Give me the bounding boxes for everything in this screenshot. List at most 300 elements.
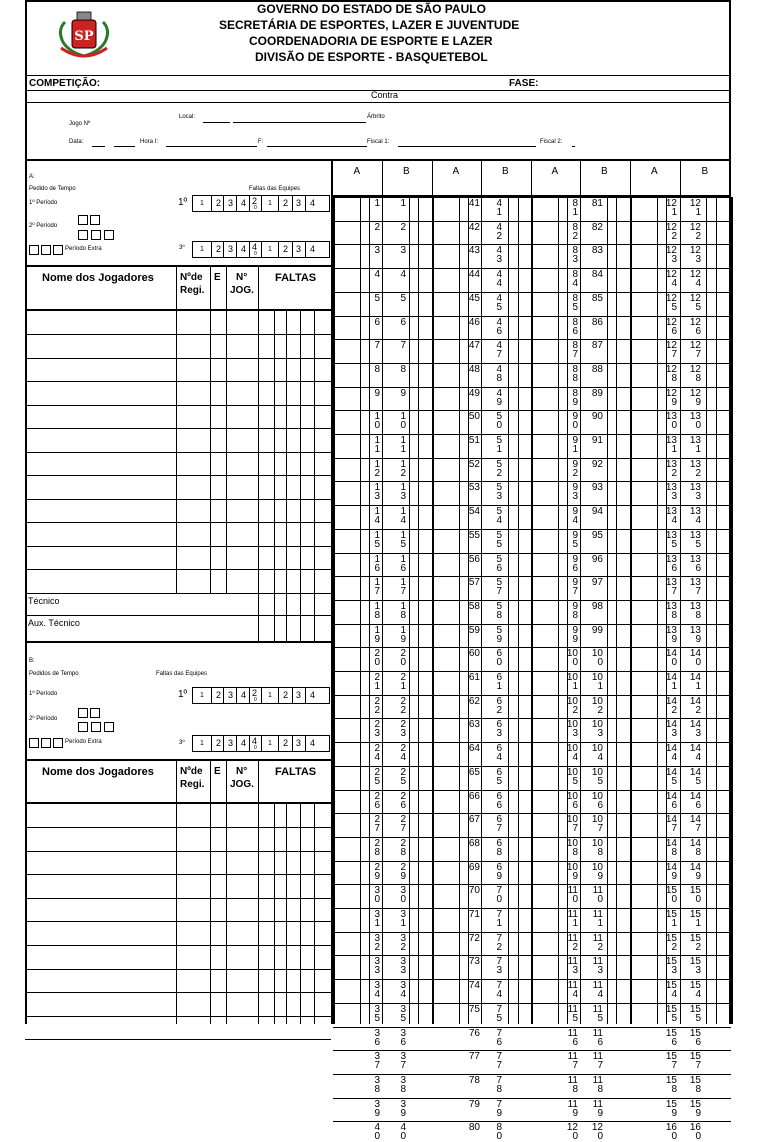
score-number: 4 3 (496, 245, 502, 265)
score-number: 3 5 (400, 1004, 406, 1024)
score-number: 8 4 (572, 269, 578, 289)
score-grid-col-rule (508, 197, 509, 1024)
score-number: 79 (468, 1099, 480, 1110)
score-number: 12 6 (665, 317, 677, 337)
score-number: 4 4 (496, 269, 502, 289)
score-number: 12 2 (689, 222, 701, 242)
score-number: 2 5 (374, 767, 380, 787)
score-number: 4 1 (496, 198, 502, 218)
staff-col-rule (274, 593, 275, 641)
score-number: 2 6 (374, 791, 380, 811)
header-col-rule (258, 266, 259, 310)
score-number: 14 0 (689, 648, 701, 668)
header-col-rule (226, 760, 227, 803)
score-number: 12 3 (689, 245, 701, 265)
score-number: 97 (591, 577, 603, 588)
header-line-2: SECRETÁRIA DE ESPORTES, LAZER E JUVENTUDE (219, 18, 520, 32)
score-number: 9 (400, 388, 406, 399)
team-b-pedido: Pedidos de Tempo (29, 671, 79, 677)
score-grid-col-rule (531, 197, 533, 1024)
score-number: 1 5 (374, 530, 380, 550)
score-number: 8 3 (572, 245, 578, 265)
score-number: 5 8 (496, 601, 502, 621)
score-number: 87 (591, 340, 603, 351)
score-number: 53 (468, 482, 480, 493)
score-number: 11 3 (567, 956, 578, 976)
score-number: 5 4 (496, 506, 502, 526)
score-number: 10 7 (591, 814, 603, 834)
score-number: 7 5 (496, 1004, 502, 1024)
score-number: 15 0 (689, 885, 701, 905)
team-a-reg-header-2: Regi. (180, 285, 205, 296)
score-number: 13 4 (689, 506, 701, 526)
score-number: 10 1 (566, 672, 578, 692)
score-number: 66 (468, 791, 480, 802)
score-number: 15 6 (665, 1028, 677, 1048)
score-number: 44 (468, 269, 480, 280)
score-number: 3 (400, 245, 406, 256)
score-grid-row-rule (333, 1027, 731, 1028)
score-number: 14 3 (665, 719, 677, 739)
score-number: 10 6 (566, 791, 578, 811)
score-number: 3 6 (400, 1028, 406, 1048)
score-header-rule (382, 161, 383, 196)
score-number: 13 7 (689, 577, 701, 597)
score-number: 4 0 (400, 1122, 406, 1142)
arbitro-label: Árbrito (367, 114, 385, 120)
score-number: 6 6 (496, 791, 502, 811)
score-number: 11 9 (592, 1099, 603, 1119)
score-number: 1 5 (400, 530, 406, 550)
score-number: 62 (468, 696, 480, 707)
score-number: 13 2 (689, 459, 701, 479)
score-number: 12 2 (665, 222, 677, 242)
score-number: 8 2 (572, 222, 578, 242)
score-grid-col-rule (580, 197, 581, 1024)
score-number: 43 (468, 245, 480, 256)
score-number: 6 0 (496, 648, 502, 668)
player-table-col-rule (258, 803, 259, 1024)
score-number: 3 (374, 245, 380, 256)
score-number: 10 5 (566, 767, 578, 787)
score-number: 10 2 (591, 696, 603, 716)
score-grid-col-rule (616, 197, 617, 1024)
score-number: 8 1 (572, 198, 578, 218)
score-number: 2 3 (374, 719, 380, 739)
player-table-col-rule (300, 803, 301, 1024)
score-number: 2 6 (400, 791, 406, 811)
score-number: 11 1 (592, 909, 603, 929)
score-number: 11 2 (592, 933, 603, 953)
score-number: 3 3 (400, 956, 406, 976)
team-b-label: B: (29, 658, 35, 664)
score-number: 88 (591, 364, 603, 375)
team-a-p2: 2º Período (29, 223, 58, 229)
score-number: 13 9 (689, 625, 701, 645)
score-number: 7 8 (496, 1075, 502, 1095)
score-number: 15 5 (665, 1004, 677, 1024)
player-table-row-rule (25, 827, 331, 828)
score-number: 6 8 (496, 838, 502, 858)
player-table-row-rule (25, 452, 331, 453)
score-number: 10 9 (566, 862, 578, 882)
score-number: 10 4 (591, 743, 603, 763)
score-number: 15 3 (689, 956, 701, 976)
score-number: 68 (468, 838, 480, 849)
score-number: 14 7 (689, 814, 701, 834)
score-number: 58 (468, 601, 480, 612)
staff-col-rule (300, 593, 301, 641)
score-number: 1 9 (400, 625, 406, 645)
score-number: 2 4 (400, 743, 406, 763)
score-number: 14 7 (665, 814, 677, 834)
score-number: 5 6 (496, 554, 502, 574)
score-number: 75 (468, 1004, 480, 1015)
score-col-header: A (452, 166, 460, 177)
score-number: 50 (468, 411, 480, 422)
score-number: 8 5 (572, 293, 578, 313)
player-table-col-rule (176, 803, 177, 1024)
score-number: 99 (591, 625, 603, 636)
score-number: 14 8 (689, 838, 701, 858)
score-number: 15 7 (665, 1051, 677, 1071)
score-number: 2 (374, 222, 380, 233)
score-grid-col-rule (409, 197, 410, 1024)
score-number: 11 0 (592, 885, 603, 905)
score-grid-col-rule (558, 197, 559, 1024)
score-number: 10 8 (566, 838, 578, 858)
score-number: 1 4 (400, 506, 406, 526)
score-number: 9 7 (572, 577, 578, 597)
score-number: 2 5 (400, 767, 406, 787)
score-number: 8 6 (572, 317, 578, 337)
score-number: 15 3 (665, 956, 677, 976)
score-number: 5 9 (496, 625, 502, 645)
score-number: 2 3 (400, 719, 406, 739)
score-number: 7 9 (496, 1099, 502, 1119)
score-number: 9 4 (572, 506, 578, 526)
score-number: 13 5 (665, 530, 677, 550)
score-number: 3 1 (400, 909, 406, 929)
player-table-row-rule (25, 405, 331, 406)
score-number: 14 9 (689, 862, 701, 882)
score-number: 4 7 (496, 340, 502, 360)
score-number: 9 6 (572, 554, 578, 574)
score-number: 4 8 (496, 364, 502, 384)
score-number: 11 6 (592, 1028, 603, 1048)
score-number: 11 3 (592, 956, 603, 976)
score-number: 6 9 (496, 862, 502, 882)
score-grid-col-rule (731, 197, 733, 1024)
score-number: 11 0 (567, 885, 578, 905)
score-number: 12 1 (689, 198, 701, 218)
score-number: 11 6 (567, 1028, 578, 1048)
score-number: 15 7 (689, 1051, 701, 1071)
score-number: 15 1 (689, 909, 701, 929)
score-number: 7 3 (496, 956, 502, 976)
team-a-e-header: E (214, 272, 221, 283)
team-b-reg-header-2: Regi. (180, 779, 205, 790)
score-number: 8 8 (572, 364, 578, 384)
score-number: 85 (591, 293, 603, 304)
score-number: 55 (468, 530, 480, 541)
score-grid-row-rule (333, 1074, 731, 1075)
team-b-faltas: Faltas das Equipes (156, 671, 208, 677)
score-number: 10 0 (591, 648, 603, 668)
score-number: 11 5 (592, 1004, 603, 1024)
score-header-rule (531, 161, 532, 196)
score-number: 13 0 (665, 411, 677, 431)
score-header-rule (630, 161, 631, 196)
player-table-row-rule (25, 945, 331, 946)
score-number: 4 6 (496, 317, 502, 337)
score-number: 12 1 (665, 198, 677, 218)
score-grid-row-rule (333, 1121, 731, 1122)
score-number: 12 5 (665, 293, 677, 313)
team-a-jog-header-1: N° (236, 272, 248, 283)
team-a-q1: 1º (178, 197, 188, 208)
score-number: 2 2 (374, 696, 380, 716)
score-number: 3 9 (400, 1099, 406, 1119)
score-number: 5 0 (496, 411, 502, 431)
score-number: 14 1 (689, 672, 701, 692)
score-number: 6 4 (496, 743, 502, 763)
score-grid-row-rule (333, 1050, 731, 1051)
score-number: 2 2 (400, 696, 406, 716)
score-number: 48 (468, 364, 480, 375)
player-table-row-rule (25, 1016, 331, 1017)
score-grid-col-rule (607, 197, 608, 1024)
team-b-q1: 1º (178, 689, 188, 700)
score-number: 10 4 (566, 743, 578, 763)
staff-col-rule (286, 593, 287, 641)
score-number: 14 8 (665, 838, 677, 858)
score-number: 3 9 (374, 1099, 380, 1119)
score-number: 14 4 (689, 743, 701, 763)
score-grid-col-rule (518, 197, 519, 1024)
score-number: 42 (468, 222, 480, 233)
score-number: 6 1 (496, 672, 502, 692)
score-grid-col-rule (418, 197, 419, 1024)
score-number: 1 3 (400, 482, 406, 502)
score-number: 12 4 (665, 269, 677, 289)
sp-coat-of-arms-logo (55, 8, 113, 60)
score-number: 5 1 (496, 435, 502, 455)
score-number: 56 (468, 554, 480, 565)
score-number: 11 4 (592, 980, 603, 1000)
score-number: 7 7 (496, 1051, 502, 1071)
score-number: 3 2 (374, 933, 380, 953)
score-number: 13 5 (689, 530, 701, 550)
score-grid-col-rule (459, 197, 460, 1024)
score-number: 9 3 (572, 482, 578, 502)
score-number: 45 (468, 293, 480, 304)
score-number: 8 0 (496, 1122, 502, 1142)
score-number: 15 8 (689, 1075, 701, 1095)
header-col-rule (176, 760, 177, 803)
score-number: 10 2 (566, 696, 578, 716)
score-grid-col-rule (382, 197, 383, 1024)
score-number: 12 0 (566, 1122, 578, 1142)
contra-label: Contra (371, 90, 399, 100)
score-number: 14 5 (689, 767, 701, 787)
fase-label: FASE: (509, 78, 539, 89)
score-number: 14 2 (689, 696, 701, 716)
score-number: 12 8 (689, 364, 701, 384)
header-line-1: GOVERNO DO ESTADO DE SÃO PAULO (257, 2, 486, 16)
score-number: 15 6 (689, 1028, 701, 1048)
score-number: 2 7 (400, 814, 406, 834)
score-number: 91 (591, 435, 603, 446)
score-number: 2 4 (374, 743, 380, 763)
score-col-header: A (551, 166, 559, 177)
score-number: 6 (374, 317, 380, 328)
score-number: 1 (374, 198, 380, 209)
score-number: 15 2 (689, 933, 701, 953)
player-table-row-rule (25, 546, 331, 547)
team-b-faltas-header: FALTAS (275, 766, 317, 778)
score-number: 2 9 (374, 862, 380, 882)
score-number: 1 8 (374, 601, 380, 621)
score-number: 10 1 (591, 672, 603, 692)
team-b-nome-header: Nome dos Jogadores (42, 766, 154, 778)
score-number: 10 5 (591, 767, 603, 787)
team-a-faltas: Faltas das Equipes (249, 186, 301, 192)
score-number: 60 (468, 648, 480, 659)
score-number: 5 5 (496, 530, 502, 550)
score-number: 41 (468, 198, 480, 209)
score-number: 12 3 (665, 245, 677, 265)
score-number: 14 1 (665, 672, 677, 692)
score-number: 11 5 (567, 1004, 578, 1024)
score-number: 86 (591, 317, 603, 328)
team-b-q3: 3º (179, 740, 185, 746)
staff-col-rule (258, 593, 259, 641)
team-a-faltas-header: FALTAS (275, 272, 317, 284)
score-grid-col-rule (680, 197, 681, 1024)
header-col-rule (210, 760, 211, 803)
score-number: 47 (468, 340, 480, 351)
player-table-row-rule (25, 428, 331, 429)
player-table-row-rule (25, 992, 331, 993)
score-number: 3 8 (374, 1075, 380, 1095)
header-col-rule (210, 266, 211, 310)
score-number: 74 (468, 980, 480, 991)
score-number: 13 6 (665, 554, 677, 574)
score-number: 80 (468, 1122, 480, 1133)
score-number: 1 9 (374, 625, 380, 645)
score-number: 14 2 (665, 696, 677, 716)
score-number: 90 (591, 411, 603, 422)
score-number: 7 1 (496, 909, 502, 929)
player-table-row-rule (25, 874, 331, 875)
score-number: 14 6 (689, 791, 701, 811)
score-header-rule (432, 161, 433, 196)
score-number: 11 7 (567, 1051, 578, 1071)
score-number: 1 8 (400, 601, 406, 621)
score-number: 12 6 (689, 317, 701, 337)
score-number: 77 (468, 1051, 480, 1062)
score-number: 5 2 (496, 459, 502, 479)
competicao-label: COMPETIÇÃO: (29, 78, 101, 89)
team-b-extra: Período Extra (65, 739, 102, 745)
score-number: 3 7 (400, 1051, 406, 1071)
score-number: 10 7 (566, 814, 578, 834)
f-label: F: (258, 139, 264, 145)
score-number: 3 0 (400, 885, 406, 905)
score-number: 3 4 (400, 980, 406, 1000)
score-number: 12 7 (665, 340, 677, 360)
score-number: 6 5 (496, 767, 502, 787)
score-number: 15 4 (665, 980, 677, 1000)
score-number: 9 8 (572, 601, 578, 621)
score-number: 9 9 (572, 625, 578, 645)
header-line-3: COORDENADORIA DE ESPORTE E LAZER (249, 34, 493, 48)
score-number: 9 0 (572, 411, 578, 431)
score-number: 10 8 (591, 838, 603, 858)
team-b-p2: 2º Período (29, 716, 58, 722)
score-number: 11 8 (567, 1075, 578, 1095)
score-number: 49 (468, 388, 480, 399)
score-header-rule (481, 161, 482, 196)
score-number: 4 5 (496, 293, 502, 313)
score-col-header: A (353, 166, 361, 177)
score-number: 92 (591, 459, 603, 470)
score-number: 11 7 (592, 1051, 603, 1071)
local-label: Local: (179, 114, 196, 120)
score-number: 14 9 (665, 862, 677, 882)
score-number: 4 0 (374, 1122, 380, 1142)
score-header-rule (580, 161, 581, 196)
score-number: 76 (468, 1028, 480, 1039)
score-grid-col-rule (481, 197, 482, 1024)
team-b-e-header: E (214, 766, 221, 777)
score-number: 2 8 (400, 838, 406, 858)
fiscal2-label: Fiscal 2: (540, 139, 563, 145)
score-number: 4 2 (496, 222, 502, 242)
score-number: 13 2 (665, 459, 677, 479)
score-number: 13 8 (665, 601, 677, 621)
score-number: 5 3 (496, 482, 502, 502)
score-number: 13 3 (689, 482, 701, 502)
score-number: 82 (591, 222, 603, 233)
score-number: 6 2 (496, 696, 502, 716)
player-table-row-rule (25, 522, 331, 523)
score-number: 13 4 (665, 506, 677, 526)
player-table-row-rule (25, 969, 331, 970)
score-number: 8 (400, 364, 406, 375)
score-number: 1 6 (374, 554, 380, 574)
score-number: 1 3 (374, 482, 380, 502)
score-number: 2 8 (374, 838, 380, 858)
player-table-row-rule (25, 569, 331, 570)
score-number: 1 2 (374, 459, 380, 479)
jogo-label: Jogo Nº (69, 121, 91, 127)
team-a-aux: Aux. Técnico (28, 618, 80, 628)
score-number: 46 (468, 317, 480, 328)
score-number: 11 4 (567, 980, 578, 1000)
score-number: 1 1 (374, 435, 380, 455)
score-number: 7 6 (496, 1028, 502, 1048)
score-number: 8 (374, 364, 380, 375)
score-number: 13 1 (689, 435, 701, 455)
score-number: 84 (591, 269, 603, 280)
score-grid-col-rule (716, 197, 717, 1024)
player-table-row-rule (25, 851, 331, 852)
team-b-p1: 1º Período (29, 691, 58, 697)
score-number: 83 (591, 245, 603, 256)
player-table-row-rule (25, 475, 331, 476)
